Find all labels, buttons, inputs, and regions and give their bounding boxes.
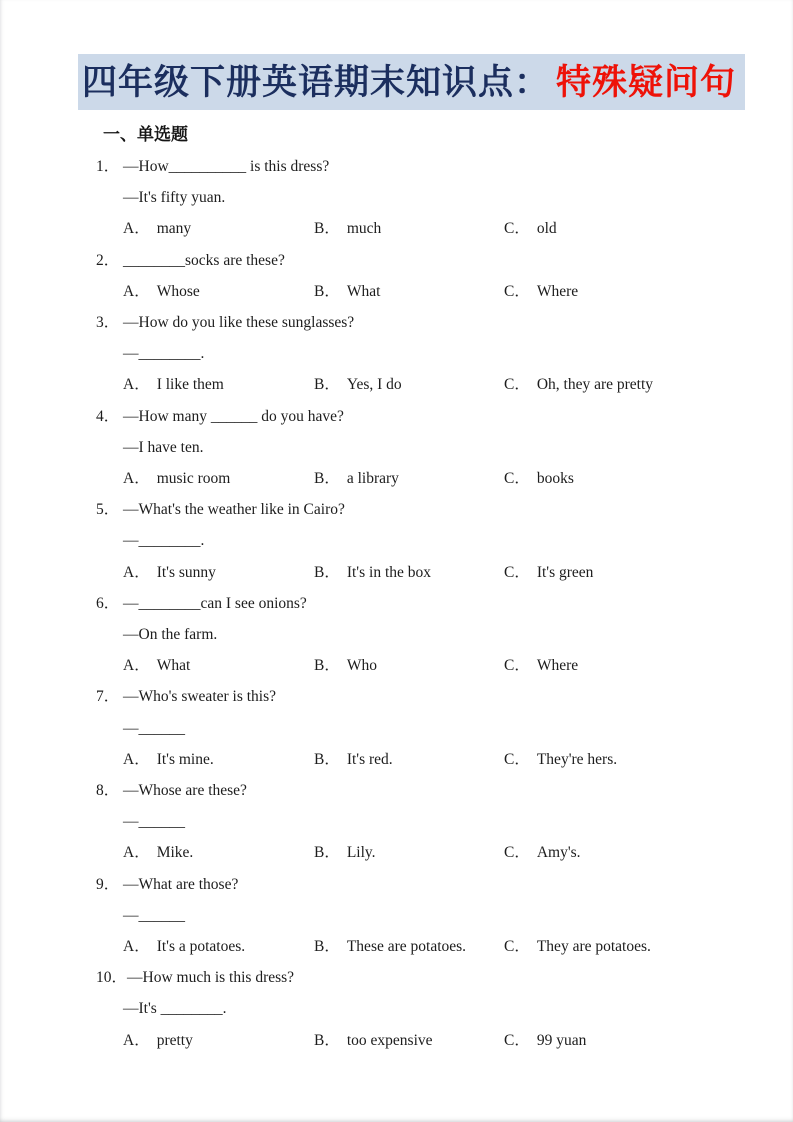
- option-text: many: [156, 220, 192, 238]
- option-label: B．: [314, 282, 340, 300]
- question-stem-text: —How much is this dress?: [127, 969, 295, 987]
- option: [504, 1025, 765, 1056]
- option-label: A．: [123, 844, 150, 862]
- question-item: [96, 588, 765, 682]
- option-text: I like them: [156, 376, 224, 394]
- question-stem-text: —How many ______ do you have?: [123, 407, 344, 425]
- question-stem: [96, 681, 765, 712]
- question-stem-text: —What are those?: [123, 875, 239, 893]
- option-label: B．: [314, 220, 340, 238]
- option-text: It's in the box: [346, 563, 432, 581]
- option: [123, 837, 314, 868]
- question-number: 9．: [96, 875, 120, 893]
- question-stem: [96, 869, 765, 900]
- question-options: [96, 744, 765, 775]
- question-stem: [96, 245, 765, 276]
- option-text: Who: [346, 657, 377, 675]
- question-item: [96, 681, 765, 775]
- option-label: C．: [504, 1031, 530, 1049]
- option-label: C．: [504, 220, 530, 238]
- question-stem: [96, 588, 765, 619]
- option: [504, 213, 765, 244]
- question-reply-line: —________.: [123, 532, 205, 550]
- option: [314, 744, 504, 775]
- option-label: A．: [123, 657, 150, 675]
- option: [123, 744, 314, 775]
- page-title-highlight: 特殊疑问句: [556, 63, 737, 102]
- option-label: A．: [123, 282, 150, 300]
- question-options: [96, 369, 765, 400]
- question-number: 2．: [96, 251, 120, 269]
- option-text: What: [346, 282, 381, 300]
- option: [314, 837, 504, 868]
- option-label: B．: [314, 657, 340, 675]
- option-text: Oh, they are pretty: [536, 376, 654, 394]
- option-text: too expensive: [346, 1031, 433, 1049]
- question-stem-text: —Who's sweater is this?: [123, 688, 277, 706]
- option-text: They're hers.: [536, 750, 618, 768]
- option-label: B．: [314, 1031, 340, 1049]
- option-label: B．: [314, 376, 340, 394]
- option-text: Whose: [156, 282, 200, 300]
- option: [314, 369, 504, 400]
- option-text: It's a potatoes.: [156, 938, 246, 956]
- option: [504, 744, 765, 775]
- question-stem: [96, 307, 765, 338]
- question-item: [96, 962, 765, 1056]
- option: [123, 213, 314, 244]
- question-item: [96, 775, 765, 869]
- option: [123, 276, 314, 307]
- question-options: [96, 463, 765, 494]
- option-text: Where: [536, 282, 579, 300]
- option: [314, 1025, 504, 1056]
- option-label: A．: [123, 376, 150, 394]
- option-label: B．: [314, 844, 340, 862]
- option-label: A．: [123, 938, 150, 956]
- option-label: C．: [504, 563, 530, 581]
- option: [504, 276, 765, 307]
- question-stem-text: —Whose are these?: [123, 782, 247, 800]
- question-number: 3．: [96, 314, 120, 332]
- option: [314, 276, 504, 307]
- question-options: [96, 837, 765, 868]
- question-reply-line: —______: [123, 906, 185, 924]
- question-stem: [96, 401, 765, 432]
- option: [314, 931, 504, 962]
- question-reply-line: —______: [123, 813, 185, 831]
- question-stem-text: —How__________ is this dress?: [123, 158, 330, 175]
- question-reply-line: —It's fifty yuan.: [123, 189, 226, 207]
- question-number: 7．: [96, 688, 120, 706]
- option: [504, 463, 765, 494]
- option-text: music room: [156, 470, 231, 488]
- option: [504, 931, 765, 962]
- question-reply-line: —________.: [123, 345, 205, 363]
- question-number: 5．: [96, 501, 120, 519]
- question-stem-text: —How do you like these sunglasses?: [123, 314, 355, 332]
- option-text: Where: [536, 657, 579, 675]
- option: [314, 213, 504, 244]
- question-stem: [96, 151, 765, 182]
- option-text: Amy's.: [536, 844, 581, 862]
- question-item: [96, 494, 765, 588]
- question-reply-line: —I have ten.: [123, 438, 204, 456]
- option-text: It's sunny: [156, 563, 216, 581]
- question-stem-text: —________can I see onions?: [123, 594, 307, 612]
- option-label: A．: [123, 1031, 150, 1049]
- question-stem: [96, 494, 765, 525]
- question-stem: [96, 775, 765, 806]
- option-label: B．: [314, 563, 340, 581]
- question-reply-line: —It's ________.: [123, 1000, 227, 1018]
- option-text: It's mine.: [156, 750, 214, 768]
- option-text: 99 yuan: [536, 1031, 587, 1049]
- option: [123, 931, 314, 962]
- option-label: A．: [123, 750, 150, 768]
- question-number: 4．: [96, 407, 120, 425]
- option-text: What: [156, 657, 191, 675]
- option-text: Yes, I do: [346, 376, 402, 394]
- option-label: B．: [314, 470, 340, 488]
- option-text: much: [346, 220, 382, 238]
- question-item: [96, 307, 765, 401]
- option-text: books: [536, 470, 574, 488]
- option-label: A．: [123, 563, 150, 581]
- option-text: They are potatoes.: [536, 938, 651, 956]
- option: [314, 463, 504, 494]
- option: [123, 369, 314, 400]
- option-label: C．: [504, 938, 530, 956]
- option: [504, 369, 765, 400]
- option: [123, 650, 314, 681]
- option-label: B．: [314, 938, 340, 956]
- option: [504, 650, 765, 681]
- option: [314, 557, 504, 588]
- option: [504, 557, 765, 588]
- option: [123, 463, 314, 494]
- option: [123, 557, 314, 588]
- option: [504, 837, 765, 868]
- question-stem: [96, 962, 765, 993]
- option-text: These are potatoes.: [346, 938, 467, 956]
- question-item: [96, 869, 765, 963]
- option-text: It's red.: [346, 750, 393, 768]
- question-options: [96, 213, 765, 244]
- option-text: a library: [346, 470, 399, 488]
- question-number: 1．: [96, 158, 120, 175]
- option-label: C．: [504, 376, 530, 394]
- question-list: [96, 151, 765, 1056]
- question-reply-line: —On the farm.: [123, 626, 218, 644]
- question-number: 6．: [96, 594, 120, 612]
- option-text: Mike.: [156, 844, 194, 862]
- option-text: It's green: [536, 563, 594, 581]
- question-options: [96, 276, 765, 307]
- question-options: [96, 1025, 765, 1056]
- option: [123, 1025, 314, 1056]
- question-item: [96, 401, 765, 495]
- page-title: 四年级下册英语期末知识点：: [82, 63, 551, 102]
- option-label: A．: [123, 470, 150, 488]
- question-reply-line: —______: [123, 719, 185, 737]
- question-stem-text: —What's the weather like in Cairo?: [123, 501, 345, 519]
- option-text: Lily.: [346, 844, 376, 862]
- option-text: old: [536, 220, 557, 238]
- question-number: 10．: [96, 969, 128, 987]
- option-label: A．: [123, 220, 150, 238]
- option-label: C．: [504, 844, 530, 862]
- question-item: [96, 151, 765, 245]
- question-stem-text: ________socks are these?: [123, 251, 285, 269]
- option-label: C．: [504, 750, 530, 768]
- option-label: C．: [504, 470, 530, 488]
- section-heading: 一、单选题: [103, 125, 188, 144]
- question-number: 8．: [96, 782, 120, 800]
- option-text: pretty: [156, 1031, 193, 1049]
- question-item: [96, 245, 765, 307]
- option-label: C．: [504, 282, 530, 300]
- option-label: B．: [314, 750, 340, 768]
- question-options: [96, 931, 765, 962]
- question-options: [96, 650, 765, 681]
- question-options: [96, 557, 765, 588]
- title-banner: [78, 54, 745, 110]
- option: [314, 650, 504, 681]
- option-label: C．: [504, 657, 530, 675]
